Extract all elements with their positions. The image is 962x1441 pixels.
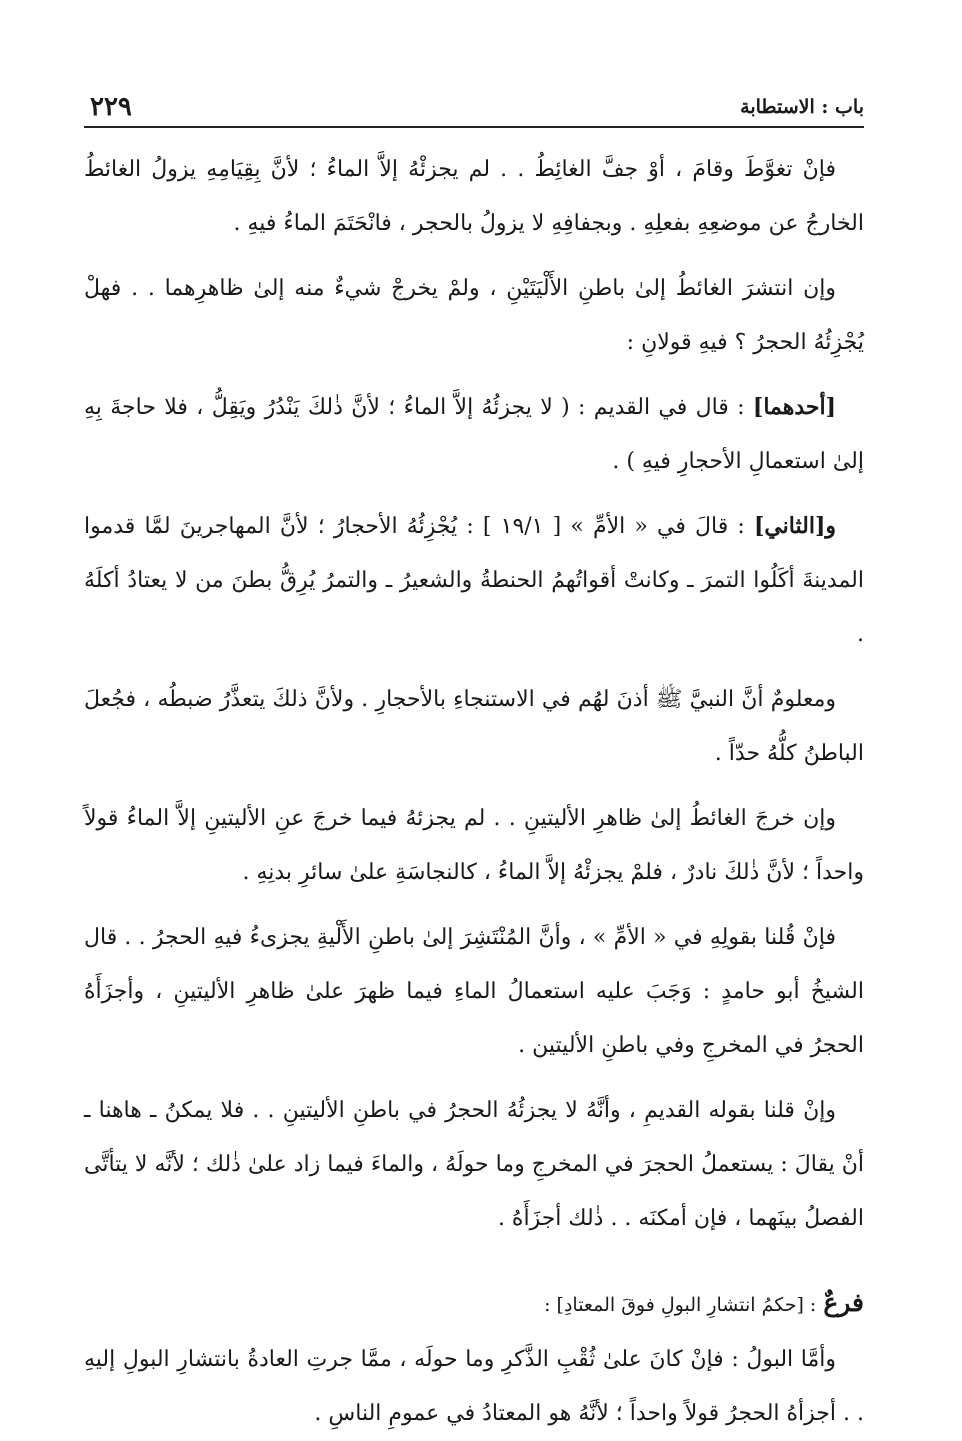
- paragraph: [84, 380, 864, 489]
- paragraph-text: فإنْ قُلنا بقولِهِ في « الأمِّ » ، وأنَّ المُنْتَشِرَ إلىٰ باطنِ الأَلْيةِ يجزىءُ فيهِ الحجرُ . . قال الشيخُ أبو حامدٍ : وَجَبَ عليه استعمالُ الماءِ فيما ظهرَ علىٰ ظاهرِ الأليتينِ ، وأجزَأَهُ الحجرُ في المخرجِ وفي باطنِ الأليتين .: [84, 925, 864, 1058]
- book-page: [84, 92, 864, 1426]
- paragraph: [84, 499, 864, 662]
- section-title: : [حكمُ انتشارِ البولِ فوقَ المعتادِ] :: [544, 1294, 817, 1316]
- page-body: [84, 142, 864, 1441]
- paragraph-text: ومعلومٌ أنَّ النبيَّ ﷺ أذنَ لهُم في الاستنجاءِ بالأحجارِ . ولأنَّ ذلكَ يتعذَّرُ ضبطُه ، فجُعلَ الباطنُ كلُّهُ حدّاً .: [84, 687, 864, 766]
- paragraph: [84, 1083, 864, 1246]
- running-title: باب : الاستطابة: [740, 96, 864, 118]
- paragraph: [84, 791, 864, 900]
- paragraph-text: وإن خرجَ الغائطُ إلىٰ ظاهرِ الأليتينِ . . لم يجزئهُ فيما خرجَ عنِ الأليتينِ إلاَّ الماءُ قولاً واحداً ؛ لأنَّ ذٰلكَ نادرٌ ، فلمْ يجزئْهُ إلاَّ الماءُ ، كالنجاسَةِ علىٰ سائرِ بدنِهِ .: [84, 806, 864, 885]
- section-label: فرعٌ: [823, 1288, 864, 1317]
- paragraph-text: : قالَ في « الأمِّ » [ ١٩/١ ] : يُجْزِئُهُ الأحجارُ ؛ لأنَّ المهاجرينَ لمَّا قدموا المدينةَ أكَلُوا التمرَ ـ وكانتْ أقواتُهمُ الحنطةُ والشعيرُ ـ والتمرُ يُرِقُّ بطنَ من لا يعتادُ أكلَهُ .: [84, 514, 864, 647]
- page-number: ٢٢٩: [90, 92, 132, 122]
- paragraph-text: وإنْ قلنا بقوله القديمِ ، وأنَّهُ لا يجزئُهُ الحجرُ في باطنِ الأليتينِ . . فلا يمكنُ ـ هاهنا ـ أنْ يقالَ : يستعملُ الحجرَ في المخرجِ وما حولَهُ ، والماءَ فيما زاد علىٰ ذٰلك ؛ لأنَّه لا يتأتَّى الفصلُ بينَهما ، فإن أمكنَه . . ذٰلك أجزَأَهُ .: [84, 1098, 864, 1231]
- paragraph: [84, 142, 864, 251]
- paragraph-text: فإنْ تغوَّطَ وقامَ ، أوْ جفَّ الغائِطُ . . لم يجزئْهُ إلاَّ الماءُ ؛ لأنَّ بِقِيَامِهِ يزولُ الغائطُ الخارجُ عن موضعِهِ بفعلِهِ . وبجفافِهِ لا يزولُ بالحجر ، فانْحَتَمَ الماءُ فيهِ .: [84, 157, 864, 236]
- paragraph: [84, 910, 864, 1073]
- paragraph: [84, 1332, 864, 1441]
- page-header: [84, 92, 864, 128]
- paragraph-lead: [أحدهما]: [752, 394, 837, 420]
- paragraph: [84, 261, 864, 370]
- paragraph-text: وأمَّا البولُ : فإنْ كانَ علىٰ ثُقْبِ الذَّكرِ وما حولَه ، ممَّا جرتِ العادةُ بانتشارِ البولِ إليهِ . . أجزأهُ الحجرُ قولاً واحداً ؛ لأنَّهُ هو المعتادُ في عمومِ الناسِ .: [84, 1347, 864, 1426]
- paragraph: [84, 672, 864, 781]
- section-heading: [84, 1276, 864, 1332]
- paragraph-lead: و[الثاني]: [753, 513, 836, 539]
- paragraph-text: : قال في القديم : ( لا يجزئُهُ إلاَّ الماءُ ؛ لأنَّ ذٰلكَ يَنْدُرُ ويَقِلُّ ، فلا حاجةَ بِهِ إلىٰ استعمالِ الأحجارِ فيهِ ) .: [84, 395, 864, 474]
- paragraph-text: وإن انتشرَ الغائطُ إلىٰ باطنِ الأَلْيَتَيْنِ ، ولمْ يخرجْ شيءٌ منه إلىٰ ظاهرِهما . . فهلْ يُجْزِئُهُ الحجرُ ؟ فيهِ قولانِ :: [84, 276, 864, 355]
